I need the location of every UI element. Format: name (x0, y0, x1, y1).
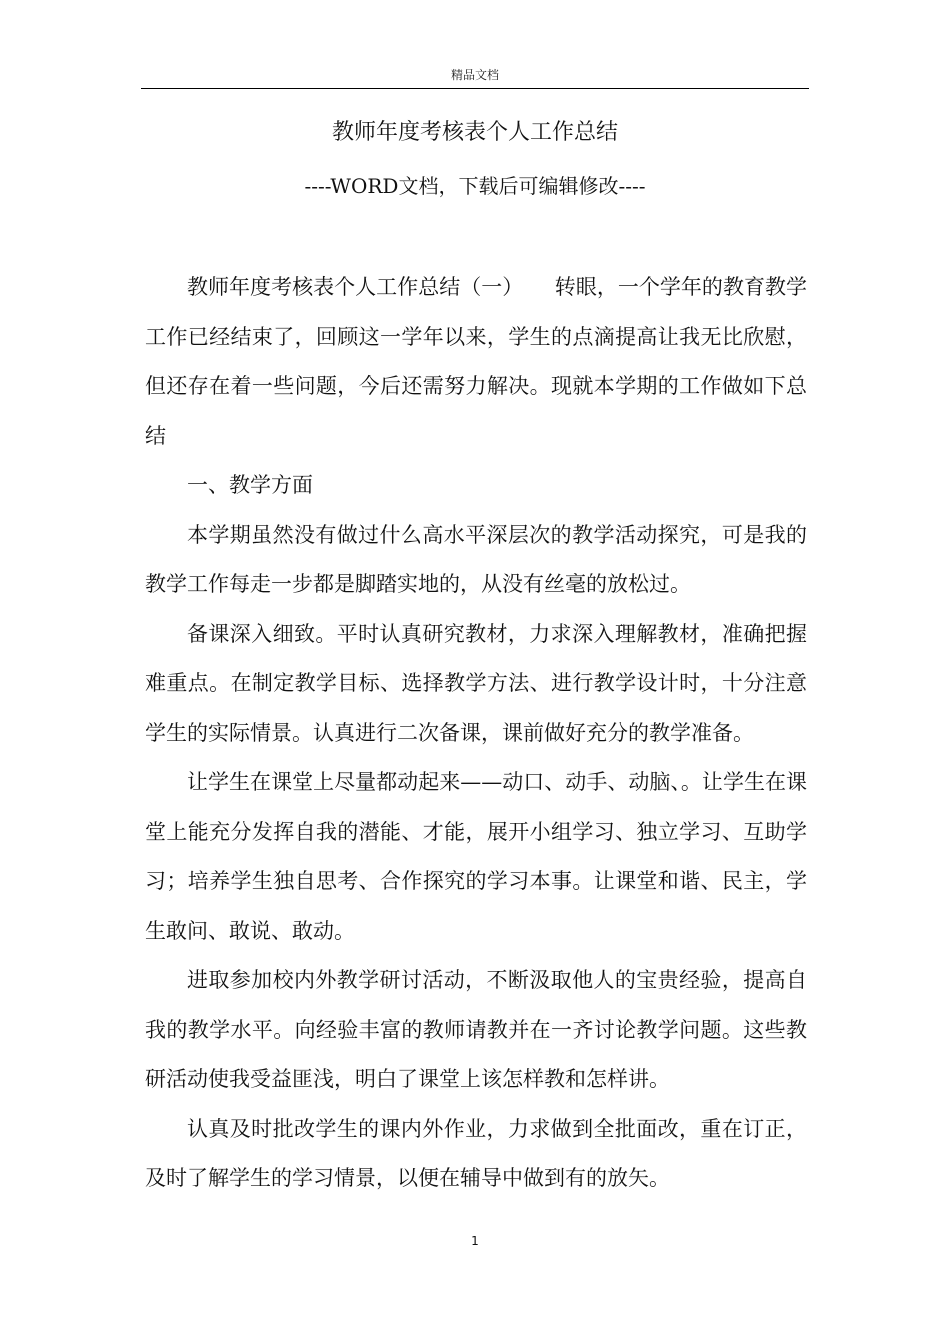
paragraph: 让学生在课堂上尽量都动起来——动口、动手、动脑、。让学生在课堂上能充分发挥自我的潜能、才能，展开小组学习、独立学习、互助学习；培养学生独自思考、合作探究的学习本事。让课堂和谐、民主，学生敢问、敢说、敢动。 (145, 770, 807, 943)
page-number: 1 (471, 1234, 479, 1248)
paragraph-intro: 教师年度考核表个人工作总结（一） 转眼，一个学年的教育教学工作已经结束了，回顾这一学年以来，学生的点滴提高让我无比欣慰，但还存在着一些问题，今后还需努力解决。现就本学期的工作做如下总结 (145, 275, 807, 448)
paragraph: 本学期虽然没有做过什么高水平深层次的教学活动探究，可是我的教学工作每走一步都是脚踏实地的，从没有丝毫的放松过。 (145, 522, 807, 596)
paragraph: 备课深入细致。平时认真研究教材，力求深入理解教材，准确把握难重点。在制定教学目标、选择教学方法、进行教学设计时，十分注意学生的实际情景。认真进行二次备课，课前做好充分的教学准备。 (145, 621, 807, 745)
document-body (145, 263, 807, 1204)
paragraph: 认真及时批改学生的课内外作业，力求做到全批面改，重在订正，及时了解学生的学习情景，以便在辅导中做到有的放矢。 (145, 1116, 807, 1190)
section-heading-teaching: 一、教学方面 (187, 473, 313, 497)
page-header: 精品文档 (450, 68, 499, 82)
document-title: 教师年度考核表个人工作总结 (331, 120, 618, 145)
document-subtitle: ----WORD文档，下载后可编辑修改---- (304, 174, 646, 198)
paragraph: 进取参加校内外教学研讨活动，不断汲取他人的宝贵经验，提高自我的教学水平。向经验丰富的教师请教并在一齐讨论教学问题。这些教研活动使我受益匪浅，明白了课堂上该怎样教和怎样讲。 (145, 968, 807, 1091)
header-divider (141, 88, 809, 89)
